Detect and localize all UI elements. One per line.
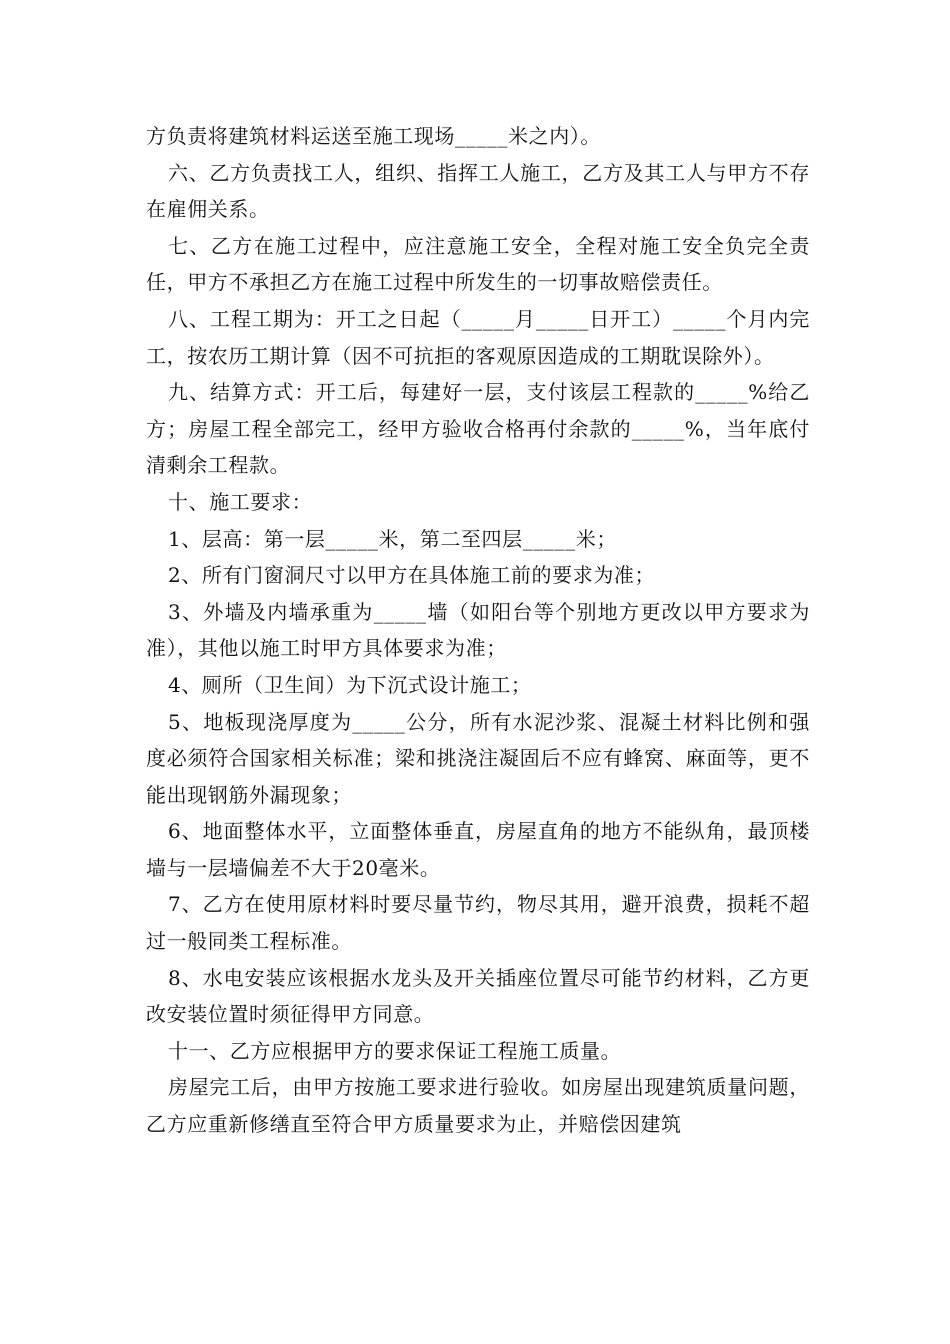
paragraph-clause-7: 七、乙方在施工过程中，应注意施工安全，全程对施工安全负完全责任，甲方不承担乙方在施工过程中所发生的一切事故赔偿责任。 <box>146 233 810 295</box>
paragraph-requirement-4: 4、厕所（卫生间）为下沉式设计施工； <box>168 672 532 697</box>
paragraph-clause-10: 十、施工要求： <box>168 489 313 514</box>
paragraph-continuation: 方负责将建筑材料运送至施工现场_____米之内）。 <box>146 124 601 148</box>
paragraph-requirement-8: 8、水电安装应该根据水龙头及开关插座位置尽可能节约材料，乙方更改安装位置时须征得甲方同意。 <box>146 965 810 1027</box>
paragraph-requirement-7: 7、乙方在使用原材料时要尽量节约，物尽其用，避开浪费，损耗不超过一般同类工程标准。 <box>146 892 810 954</box>
paragraph-clause-9: 九、结算方式：开工后，每建好一层，支付该层工程款的_____%给乙方；房屋工程全部完工，经甲方验收合格再付余款的_____%，当年底付清剩余工程款。 <box>146 380 810 478</box>
paragraph-clause-11: 十一、乙方应根据甲方的要求保证工程施工质量。 <box>168 1038 622 1063</box>
paragraph-requirement-3: 3、外墙及内墙承重为_____墙（如阳台等个别地方更改以甲方要求为准），其他以施工时甲方具体要求为准； <box>146 599 810 661</box>
paragraph-clause-8: 八、工程工期为：开工之日起（_____月_____日开工）_____个月内完工，按农历工期计算（因不可抗拒的客观原因造成的工期耽误除外）。 <box>146 306 810 368</box>
paragraph-clause-6: 六、乙方负责找工人，组织、指挥工人施工，乙方及其工人与甲方不存在雇佣关系。 <box>146 160 810 222</box>
paragraph-requirement-6: 6、地面整体水平，立面整体垂直，房屋直角的地方不能纵角，最顶楼墙与一层墙偏差不大于20毫米。 <box>146 819 810 880</box>
paragraph-requirement-2: 2、所有门窗洞尺寸以甲方在具体施工前的要求为准； <box>168 563 656 588</box>
paragraph-requirement-1: 1、层高：第一层_____米，第二至四层_____米； <box>168 526 617 551</box>
document-body <box>146 118 810 1143</box>
paragraph-requirement-5: 5、地板现浇厚度为_____公分，所有水泥沙浆、混凝土材料比例和强度必须符合国家相关标准；梁和挑浇注凝固后不应有蜂窝、麻面等，更不能出现钢筋外漏现象； <box>146 709 810 807</box>
paragraph-acceptance: 房屋完工后，由甲方按施工要求进行验收。如房屋出现建筑质量问题，乙方应重新修缮直至符合甲方质量要求为止，并赔偿因建筑 <box>146 1075 810 1137</box>
